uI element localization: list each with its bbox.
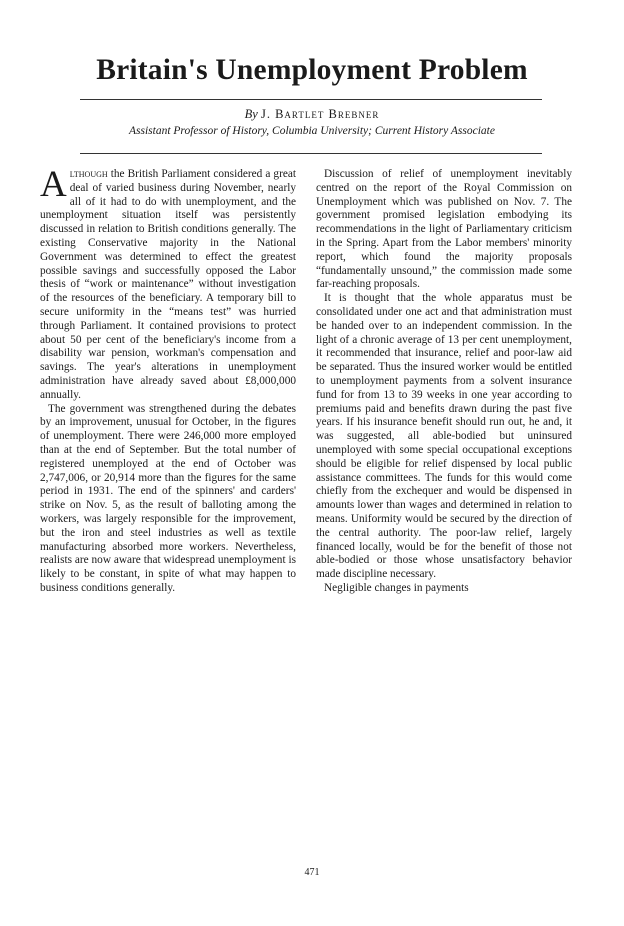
byline-rule <box>80 153 542 154</box>
author-name: J. Bartlet Brebner <box>260 107 380 121</box>
lead-in-smallcaps: lthough <box>69 168 108 180</box>
drop-cap: A <box>40 164 67 205</box>
paragraph: Negligible changes in payments <box>324 581 469 594</box>
byline-prefix: By <box>244 107 258 121</box>
article-title: Britain's Unemployment Problem <box>96 54 528 86</box>
byline <box>40 106 584 122</box>
paragraph <box>40 164 296 403</box>
left-column <box>40 164 296 596</box>
title-rule <box>80 99 542 100</box>
page-number: 471 <box>304 867 320 878</box>
paragraph: The government was strengthened during the debates by an improvement, unusual for October, in the figures of unemployment. There were 246,000 more employed than at the end of September. But the total number of registered unemployed at the end of October was 2,747,006, or 20,914 more than the figures for the same period in 1931. The end of the spinners' and carders' strike on Nov. 5, as the result of balloting among the workers, was largely responsible for the improvement, but the iron and steel industries as well as textile manufacturing absorbed more workers. Nevertheless, realists are now aware that widespread unemployment is likely to be constant, in spite of what may happen to business conditions generally. <box>40 402 296 594</box>
paragraph-text: the British Parliament considered a great deal of varied business during November, nearly all of it had to do with unemployment, and the unemployment situation itself was persistently discussed in relation to British conditions generally. The existing Conservative majority in the National Government was determined to effect the greatest possible savings and successfully opposed the Labor thesis of “work or maintenance” without investigation of the resources of the beneficiary. A temporary bill to secure uniformity in the “means test” was hurried through Parliament. It contained provisions to protect about 50 per cent of the beneficiary's income from a disability war pension, workman's compensation and savings. The year's alterations in unemployment administration have already saved about £8,000,000 annually. <box>40 168 296 401</box>
author-affiliation: Assistant Professor of History, Columbia University; Current History Associate <box>129 125 495 137</box>
paragraph: It is thought that the whole apparatus must be consolidated under one act and that administration must be handed over to an independent commission. In the light of a chronic average of 13 per cent unemployment, it recommended that insurance, relief and poor-law aid be separated. Thus the insured worker would be entitled to unemployment payments from a solvent insurance fund for from 13 to 39 weeks in one year according to premiums paid and benefits drawn during the past five years. If his insurance benefit should run out, he and, it was suggested, all able-bodied but uninsured unemployed with some special occupational exceptions should be eligible for relief dispensed by local public assistance committees. The funds for this would come chiefly from the exchequer and would be dispensed in amounts lower than wages and determined in relation to means. Uniformity would be secured by the direction of the central authority. The poor-law relief, largely financed locally, would be for the benefit of those not able-bodied or those whose unsatisfactory behavior made discipline necessary. <box>316 292 572 581</box>
right-column <box>316 168 572 596</box>
paragraph: Discussion of relief of unemployment inevitably centred on the report of the Royal Commission on Unemployment which was published on Nov. 7. The government promised legislation embodying its recommendations in the light of Parliamentary criticism in the Spring. Apart from the Labor members' minority report, which found the majority proposals “fundamentally unsound,” the commission made some far-reaching proposals. <box>316 168 572 291</box>
